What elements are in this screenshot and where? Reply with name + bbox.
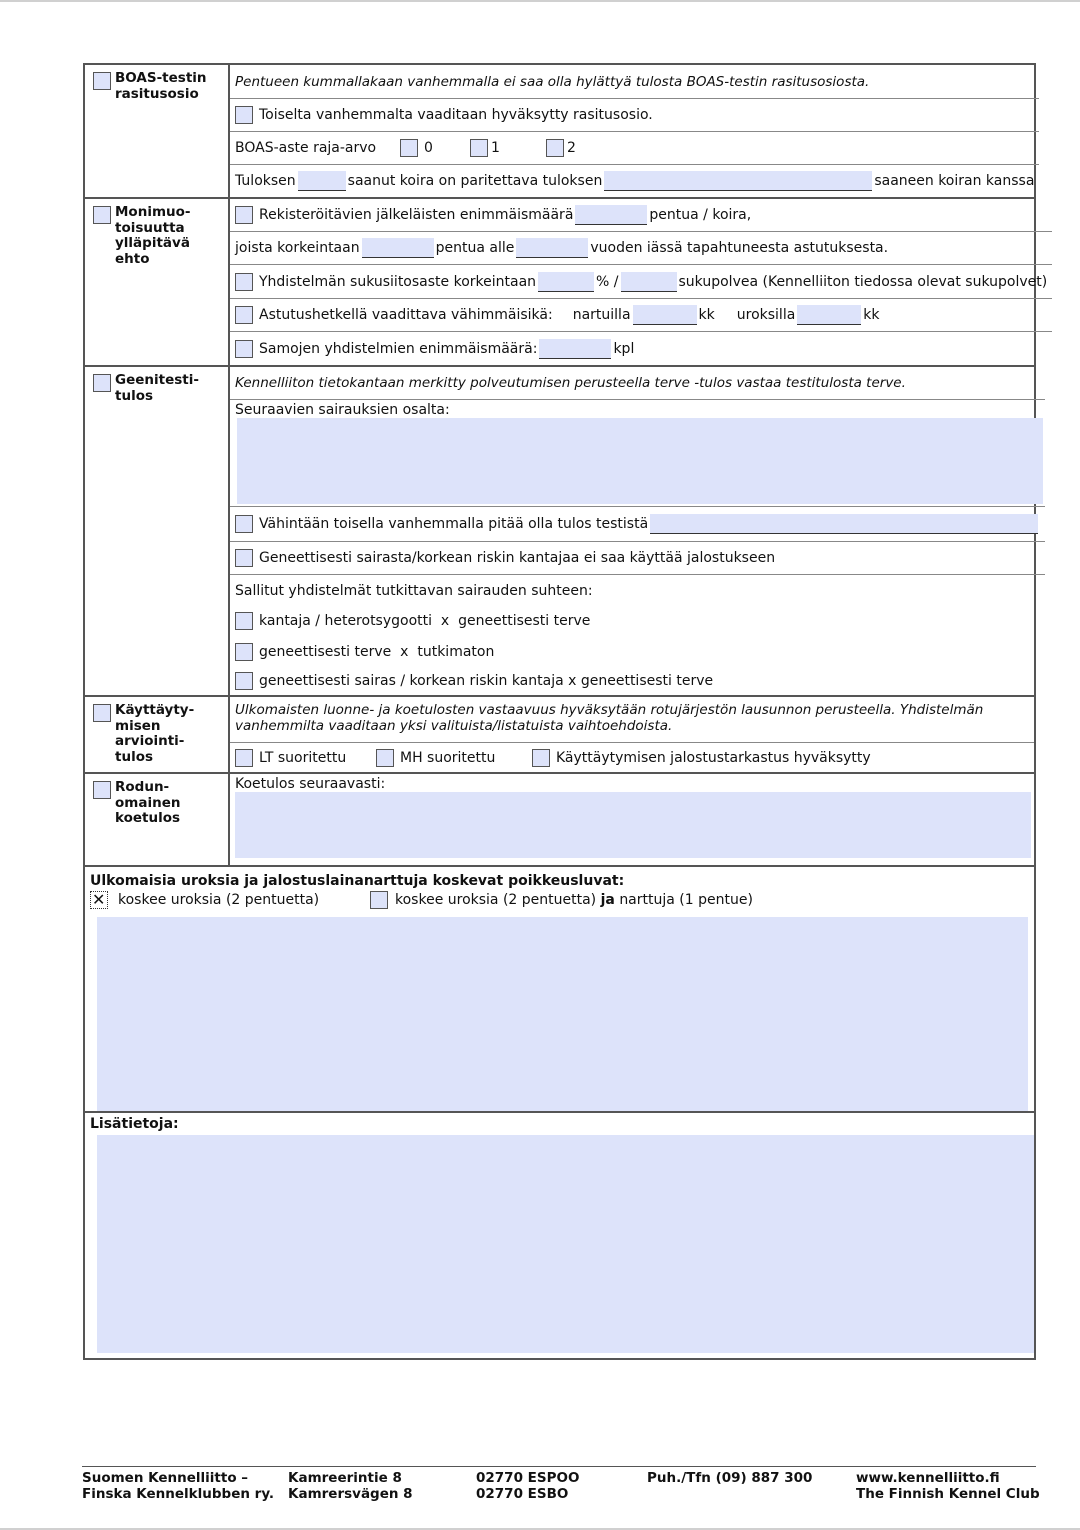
footer-web bbox=[856, 1470, 1040, 1502]
section-behavior bbox=[85, 697, 1034, 774]
exceptions-both-bold: ja bbox=[600, 892, 615, 908]
diversity-same-combo-row bbox=[230, 332, 1052, 365]
diversity-max-offspring-field[interactable] bbox=[575, 205, 647, 225]
boas-other-parent-checkbox[interactable] bbox=[235, 106, 253, 124]
genetic-carrier-ban-checkbox[interactable] bbox=[235, 549, 253, 567]
genetic-allowed-label: Sallitut yhdistelmät tutkittavan sairauden suhteen: bbox=[235, 582, 593, 599]
section-exceptions bbox=[85, 867, 1034, 1113]
page-top-edge bbox=[0, 0, 1080, 2]
boas-title: BOAS-testin rasitusosio bbox=[115, 70, 207, 102]
genetic-checkbox[interactable] bbox=[93, 374, 111, 392]
boas-other-parent-label: Toiselta vanhemmalta vaaditaan hyväksytty rasitusosio. bbox=[259, 107, 653, 123]
section-boas bbox=[85, 65, 1034, 199]
diversity-inbreeding-checkbox[interactable] bbox=[235, 273, 253, 291]
breed-test-label: Koetulos seuraavasti: bbox=[235, 776, 386, 792]
exceptions-males-checkbox[interactable] bbox=[90, 891, 108, 909]
behavior-lt-label: LT suoritettu bbox=[259, 749, 347, 766]
diversity-inbreeding-label: Yhdistelmän sukusiitosaste korkeintaan bbox=[259, 273, 537, 290]
boas-grade-2-checkbox[interactable] bbox=[546, 139, 564, 157]
diversity-inbreeding-percent-field[interactable] bbox=[538, 272, 594, 292]
additional-field[interactable] bbox=[97, 1135, 1034, 1353]
boas-checkbox[interactable] bbox=[93, 72, 111, 90]
diversity-inbreeding-percent-sign: % / bbox=[596, 273, 619, 290]
boas-grade-0-checkbox[interactable] bbox=[400, 139, 418, 157]
genetic-carrier-ban-row bbox=[230, 542, 1045, 575]
boas-pairing-prefix: Tuloksen bbox=[235, 173, 296, 189]
genetic-allowed-option-2 bbox=[230, 636, 1045, 667]
section-boas-label bbox=[85, 65, 230, 197]
genetic-at-least-one-row bbox=[230, 507, 1045, 542]
breeding-conditions-form bbox=[83, 63, 1048, 1360]
genetic-allowed-option-3-label: geneettisesti sairas / korkean riskin kantaja x geneettisesti terve bbox=[259, 673, 714, 690]
diversity-females-label: nartuilla bbox=[572, 307, 631, 323]
boas-pairing-result-field[interactable] bbox=[298, 171, 346, 191]
footer-street bbox=[288, 1470, 476, 1502]
boas-grade-label: BOAS-aste raja-arvo bbox=[235, 140, 377, 156]
section-genetic-label bbox=[85, 367, 230, 695]
genetic-diseases-label: Seuraavien sairauksien osalta: bbox=[235, 401, 450, 418]
section-additional bbox=[85, 1113, 1034, 1358]
genetic-note-text: Kennelliiton tietokantaan merkitty polveutumisen perusteella terve -tulos vastaa testitulosta terve. bbox=[235, 374, 906, 391]
genetic-allowed-option-1-checkbox[interactable] bbox=[235, 612, 253, 630]
exceptions-field[interactable] bbox=[97, 917, 1028, 1111]
breed-test-title: Rodun-omainen koetulos bbox=[115, 779, 181, 826]
footer-web-link[interactable]: www.kennelliitto.fi bbox=[856, 1470, 1000, 1486]
behavior-note bbox=[230, 697, 1034, 743]
section-diversity-label bbox=[85, 199, 230, 365]
diversity-same-combo-label: Samojen yhdistelmien enimmäismäärä: bbox=[259, 340, 538, 357]
behavior-inspection-label: Käyttäytymisen jalostustarkastus hyväksytty bbox=[556, 749, 871, 766]
behavior-inspection-checkbox[interactable] bbox=[532, 749, 550, 767]
section-diversity bbox=[85, 199, 1048, 367]
behavior-mh-label: MH suoritettu bbox=[400, 749, 496, 766]
diversity-min-age-row bbox=[230, 299, 1052, 332]
exceptions-males-label: koskee uroksia (2 pentuetta) bbox=[118, 892, 320, 908]
diversity-title: Monimuo-toisuutta ylläpitävä ehto bbox=[115, 204, 191, 267]
footer-phone bbox=[647, 1470, 856, 1502]
exceptions-title: Ulkomaisia uroksia ja jalostuslainanarttuja koskevat poikkeusluvat: bbox=[90, 873, 625, 889]
behavior-title: Käyttäyty-misen arviointi-tulos bbox=[115, 702, 195, 765]
behavior-note-line2: vanhemmilta vaaditaan yksi valituista/listatuista vaihtoehdoista. bbox=[235, 718, 673, 734]
footer-street-line2: Kamrersvägen 8 bbox=[288, 1486, 413, 1502]
diversity-inbreeding-generations-field[interactable] bbox=[621, 272, 677, 292]
diversity-same-combo-unit: kpl bbox=[613, 340, 635, 357]
additional-title: Lisätietoja: bbox=[90, 1116, 179, 1132]
behavior-note-line1: Ulkomaisten luonne- ja koetulosten vastaavuus hyväksytään rotujärjestön lausunnon perusteella. Yhdistelmän bbox=[235, 702, 984, 718]
diversity-max-offspring-row bbox=[230, 199, 1052, 232]
exceptions-both-checkbox[interactable] bbox=[370, 891, 388, 909]
diversity-of-which-count-field[interactable] bbox=[362, 238, 434, 258]
diversity-males-label: uroksilla bbox=[736, 307, 796, 323]
boas-other-parent-row bbox=[230, 99, 1039, 132]
diversity-males-age-field[interactable] bbox=[797, 305, 861, 325]
genetic-allowed-option-3-checkbox[interactable] bbox=[235, 672, 253, 690]
exceptions-both-label bbox=[395, 892, 753, 908]
section-genetic bbox=[85, 367, 1034, 697]
diversity-of-which-suffix: vuoden iässä tapahtuneesta astutuksesta. bbox=[590, 240, 889, 256]
diversity-max-offspring-unit: pentua / koira, bbox=[649, 207, 752, 223]
genetic-allowed-option-2-checkbox[interactable] bbox=[235, 643, 253, 661]
diversity-of-which-label: joista korkeintaan bbox=[235, 240, 360, 256]
behavior-lt-checkbox[interactable] bbox=[235, 749, 253, 767]
diversity-of-which-row bbox=[230, 232, 1052, 265]
boas-pairing-suffix: saaneen koiran kanssa bbox=[874, 173, 1035, 189]
boas-note-text: Pentueen kummallakaan vanhemmalla ei saa olla hylättyä tulosta BOAS-testin rasitusosiosta. bbox=[235, 73, 870, 90]
footer-org bbox=[82, 1470, 288, 1502]
section-breed-test-label bbox=[85, 774, 230, 865]
footer-org-line1: Suomen Kennelliitto – bbox=[82, 1470, 249, 1486]
breed-test-field[interactable] bbox=[235, 792, 1031, 858]
behavior-checkbox[interactable] bbox=[93, 704, 111, 722]
genetic-allowed-option-1-label: kantaja / heterotsygootti x geneettisesti terve bbox=[259, 613, 591, 630]
diversity-of-which-age-field[interactable] bbox=[516, 238, 588, 258]
boas-grade-2-label: 2 bbox=[567, 140, 576, 156]
genetic-diseases-field[interactable] bbox=[237, 418, 1043, 504]
behavior-mh-checkbox[interactable] bbox=[376, 749, 394, 767]
exceptions-options bbox=[90, 891, 1028, 909]
exceptions-both-prefix: koskee uroksia (2 pentuetta) bbox=[395, 892, 597, 908]
diversity-max-offspring-label: Rekisteröitävien jälkeläisten enimmäismäärä bbox=[259, 207, 574, 223]
boas-note bbox=[230, 65, 1039, 99]
diversity-males-unit: kk bbox=[863, 307, 880, 323]
footer-city-line2: 02770 ESBO bbox=[476, 1486, 569, 1502]
genetic-allowed-option-2-label: geneettisesti terve x tutkimaton bbox=[259, 643, 495, 660]
footer-name-en: The Finnish Kennel Club bbox=[856, 1486, 1040, 1502]
behavior-options-row bbox=[230, 743, 1034, 772]
exceptions-both-suffix: narttuja (1 pentue) bbox=[619, 892, 753, 908]
genetic-allowed-label-row bbox=[230, 575, 1045, 607]
section-breed-test bbox=[85, 774, 1034, 867]
diversity-inbreeding-row bbox=[230, 265, 1052, 299]
footer-city bbox=[476, 1470, 647, 1502]
footer-phone-text: Puh./Tfn (09) 887 300 bbox=[647, 1470, 813, 1486]
boas-pairing-row bbox=[230, 165, 1039, 197]
footer-city-line1: 02770 ESPOO bbox=[476, 1470, 580, 1486]
diversity-inbreeding-suffix: sukupolvea (Kennelliiton tiedossa olevat sukupolvet) bbox=[678, 273, 1048, 290]
boas-grade-1-checkbox[interactable] bbox=[470, 139, 488, 157]
genetic-title: Geenitesti-tulos bbox=[115, 372, 199, 404]
genetic-note bbox=[230, 367, 1045, 400]
footer-org-line2: Finska Kennelklubben ry. bbox=[82, 1486, 275, 1502]
diversity-min-age-checkbox[interactable] bbox=[235, 306, 253, 324]
genetic-diseases-block bbox=[230, 400, 1045, 507]
diversity-checkbox[interactable] bbox=[93, 206, 111, 224]
breed-test-checkbox[interactable] bbox=[93, 781, 111, 799]
diversity-max-offspring-checkbox[interactable] bbox=[235, 206, 253, 224]
diversity-of-which-mid: pentua alle bbox=[435, 240, 515, 256]
diversity-females-age-field[interactable] bbox=[633, 305, 697, 325]
genetic-at-least-one-label: Vähintään toisella vanhemmalla pitää olla tulos testistä bbox=[259, 516, 649, 533]
genetic-at-least-one-test-field[interactable] bbox=[650, 514, 1038, 534]
boas-pairing-partner-field[interactable] bbox=[604, 171, 872, 191]
section-behavior-label bbox=[85, 697, 230, 772]
diversity-females-unit: kk bbox=[698, 307, 715, 323]
diversity-same-combo-field[interactable] bbox=[539, 339, 611, 359]
boas-grade-row bbox=[230, 132, 1039, 165]
genetic-allowed-option-1 bbox=[230, 607, 1045, 637]
boas-grade-1-label: 1 bbox=[491, 140, 500, 156]
boas-pairing-middle: saanut koira on paritettava tuloksen bbox=[347, 173, 603, 189]
genetic-allowed-option-3 bbox=[230, 667, 1045, 695]
footer-street-line1: Kamreerintie 8 bbox=[288, 1470, 402, 1486]
genetic-carrier-ban-label: Geneettisesti sairasta/korkean riskin kantajaa ei saa käyttää jalostukseen bbox=[259, 549, 776, 566]
diversity-min-age-label: Astutushetkellä vaadittava vähimmäisikä: bbox=[259, 307, 553, 323]
genetic-at-least-one-checkbox[interactable] bbox=[235, 515, 253, 533]
boas-grade-0-label: 0 bbox=[424, 140, 433, 156]
footer bbox=[82, 1466, 1040, 1502]
diversity-same-combo-checkbox[interactable] bbox=[235, 340, 253, 358]
